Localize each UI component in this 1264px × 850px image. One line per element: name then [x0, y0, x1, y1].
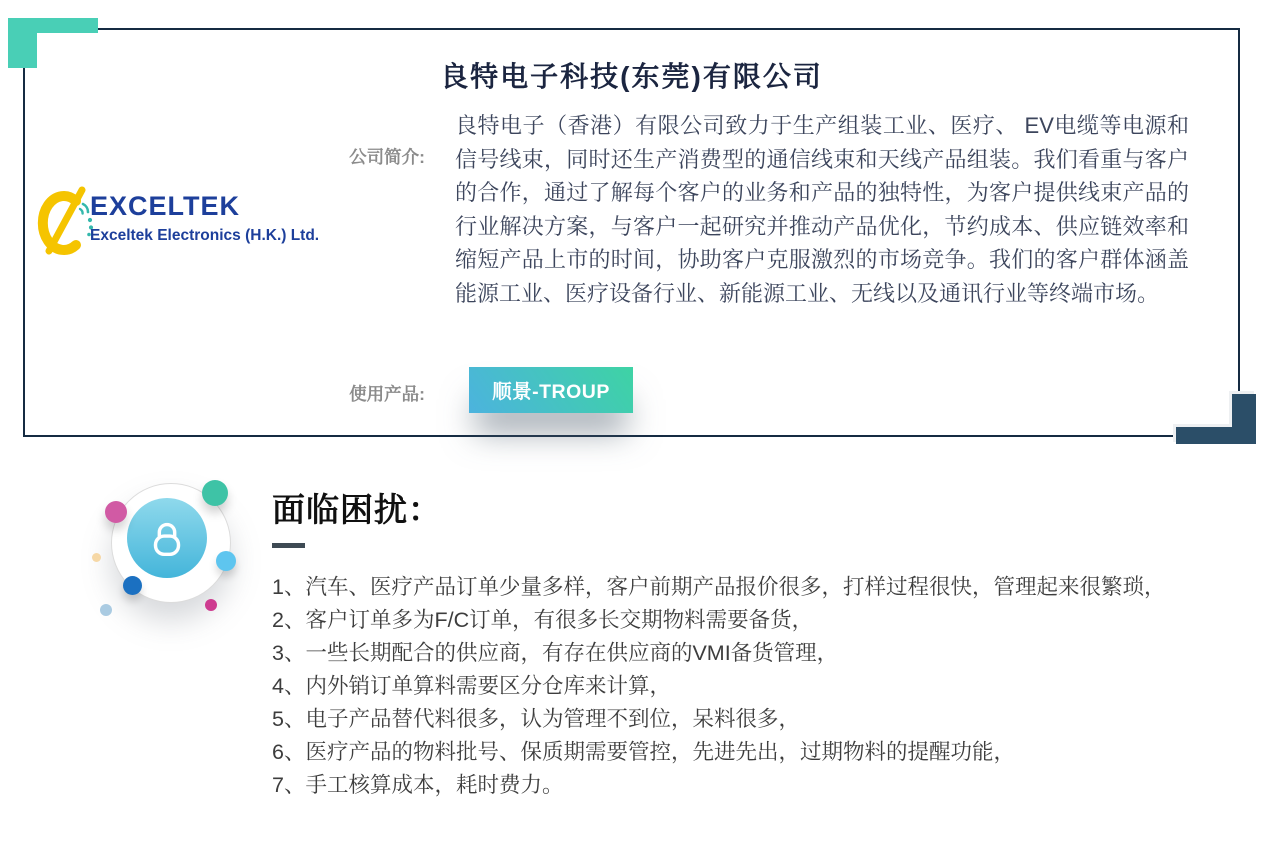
- trouble-item: 6、医疗产品的物料批号、保质期需要管控，先进先出，过期物料的提醒功能，: [272, 740, 1015, 764]
- lock-icon: [144, 515, 190, 561]
- trouble-item: 7、手工核算成本，耗时费力。: [272, 773, 564, 797]
- logo-text: [90, 193, 319, 245]
- product-label: 使用产品:: [349, 384, 425, 404]
- decor-dot: [105, 501, 127, 523]
- decor-dot: [123, 576, 142, 595]
- troubles-heading: 面临困扰：: [272, 491, 442, 528]
- decor-dot: [205, 599, 217, 611]
- decor-dot: [92, 553, 101, 562]
- lock-badge: [127, 498, 207, 578]
- decor-dot: [202, 480, 228, 506]
- profile-label: 公司简介:: [349, 147, 425, 167]
- profile-text: 良特电子（香港）有限公司致力于生产组装工业、医疗、 EV电缆等电源和信号线束，同时还生产消费型的通信线束和天线产品组装。我们看重与客户的合作，通过了解每个客户的业务和产品的独特性，为客户提供线束产品的行业解决方案，与客户一起研究并推动产品优化，节约成本、供应链效率和缩短产品上市的时间，协助客户克服激烈的市场竞争。我们的客户群体涵盖能源工业、医疗设备行业、新能源工业、无线以及通讯行业等终端市场。: [455, 113, 1189, 306]
- logo-subtitle: Exceltek Electronics (H.K.) Ltd.: [90, 227, 320, 244]
- slate-corner-bracket: [1176, 427, 1256, 444]
- trouble-item: 1、汽车、医疗产品订单少量多样，客户前期产品报价很多，打样过程很快，管理起来很繁琐，: [272, 575, 1166, 599]
- company-title: 良特电子科技(东莞)有限公司: [440, 61, 823, 92]
- heading-dash: [272, 543, 305, 548]
- trouble-item: 5、电子产品替代料很多，认为管理不到位，呆料很多，: [272, 707, 800, 731]
- decor-dot: [216, 551, 236, 571]
- troubles-list: [272, 571, 1178, 802]
- teal-corner-bracket: [8, 18, 37, 68]
- trouble-item: 3、一些长期配合的供应商，有存在供应商的VMI备货管理，: [272, 641, 839, 665]
- product-button[interactable]: 顺景-TROUP: [469, 367, 633, 413]
- logo-name: EXCELTEK: [90, 191, 241, 221]
- exceltek-logo: [36, 185, 319, 257]
- exceltek-e-mark-icon: [36, 185, 94, 257]
- trouble-item: 4、内外销订单算料需要区分仓库来计算，: [272, 674, 671, 698]
- decor-dot: [100, 604, 112, 616]
- trouble-item: 2、客户订单多为F/C订单，有很多长交期物料需要备货，: [272, 608, 814, 632]
